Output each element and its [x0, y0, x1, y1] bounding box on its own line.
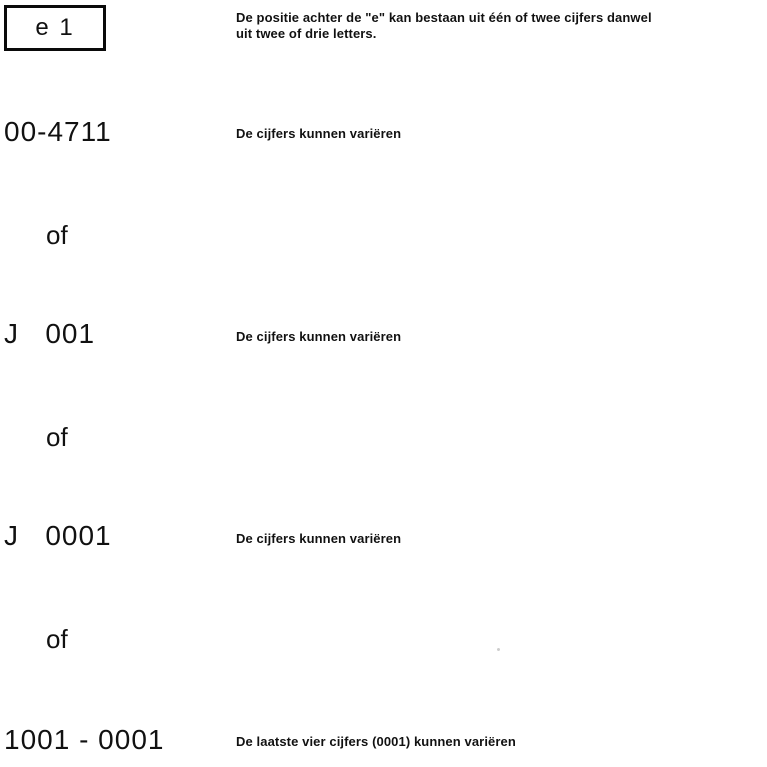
variant-description-4: De laatste vier cijfers (0001) kunnen variëren	[236, 734, 516, 749]
variant-description-2: De cijfers kunnen variëren	[236, 329, 402, 344]
variant-code-3: J 0001	[4, 520, 112, 551]
header-description	[236, 10, 767, 42]
separator-of-1: of	[46, 220, 68, 250]
variant-description-1: De cijfers kunnen variëren	[236, 126, 402, 141]
variant-code-2: J 001	[4, 318, 96, 349]
separator-of-2: of	[46, 422, 68, 452]
code-box-label: e 1	[35, 14, 75, 41]
header-description-line-1: De positie achter de "e" kan bestaan uit één of twee cijfers danwel	[236, 10, 652, 25]
variant-code-4: 1001 - 0001	[4, 724, 165, 755]
variant-code-1: 00-4711	[4, 116, 112, 147]
variant-description-3: De cijfers kunnen variëren	[236, 531, 402, 546]
separator-of-3: of	[46, 624, 68, 654]
scan-artifact-dot	[497, 648, 500, 651]
header-description-line-2: uit twee of drie letters.	[236, 26, 377, 41]
code-box	[4, 5, 106, 51]
